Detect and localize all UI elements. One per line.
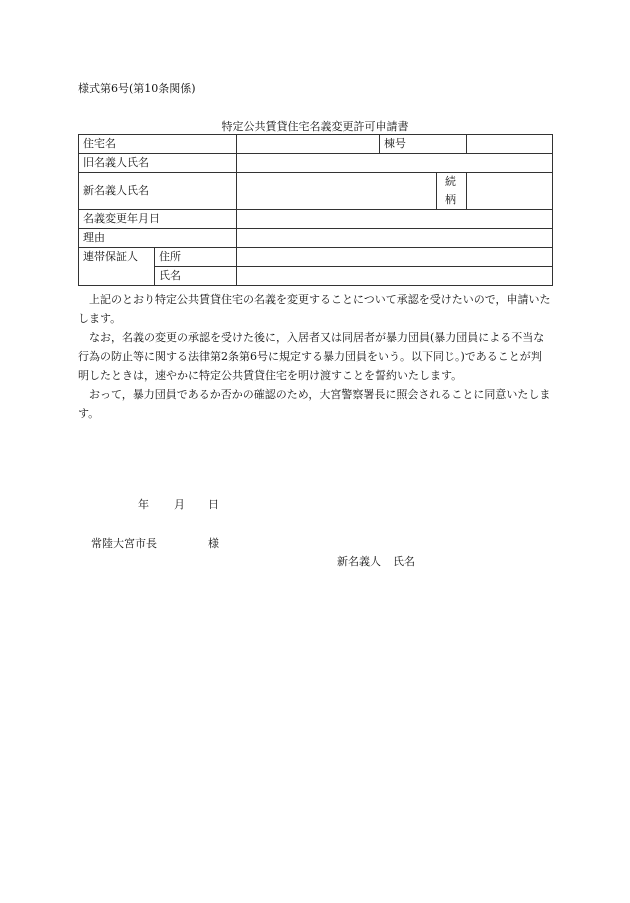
date-month: 月 <box>174 498 185 511</box>
addressee-honorific: 様 <box>208 537 219 550</box>
field-change-date[interactable] <box>237 210 553 229</box>
table-row <box>79 248 553 267</box>
field-address[interactable] <box>237 248 553 267</box>
field-building-no[interactable] <box>467 135 553 154</box>
label-address: 住所 <box>155 248 237 267</box>
label-building-no: 棟号 <box>380 135 467 154</box>
field-new-name[interactable] <box>237 173 437 210</box>
label-reason: 理由 <box>79 229 237 248</box>
table-row <box>79 229 553 248</box>
form-number: 様式第6号(第10条関係) <box>78 82 196 95</box>
table-row <box>79 173 553 210</box>
field-relationship[interactable] <box>467 173 553 210</box>
label-change-date: 名義変更年月日 <box>79 210 237 229</box>
body-text <box>78 290 552 423</box>
applicant-label: 新名義人 <box>337 555 381 568</box>
label-guarantor: 連帯保証人 <box>79 248 155 286</box>
label-new-name: 新名義人氏名 <box>79 173 237 210</box>
application-table <box>78 134 553 286</box>
table-row <box>79 154 553 173</box>
addressee-mayor: 常陸大宮市長 <box>91 537 157 550</box>
field-reason[interactable] <box>237 229 553 248</box>
paragraph-consent: おって，暴力団員であるか否かの確認のため，大宮警察署長に照会されることに同意いたします。 <box>78 388 551 420</box>
field-guarantor-name[interactable] <box>237 267 553 286</box>
table-row <box>79 210 553 229</box>
field-old-name[interactable] <box>237 154 553 173</box>
label-house-name: 住宅名 <box>79 135 237 154</box>
field-house-name[interactable] <box>237 135 380 154</box>
label-old-name: 旧名義人氏名 <box>79 154 237 173</box>
label-relationship: 続柄 <box>437 173 467 210</box>
table-row <box>79 135 553 154</box>
label-name: 氏名 <box>155 267 237 286</box>
applicant-name-label: 氏名 <box>393 555 415 568</box>
paragraph-pledge: なお，名義の変更の承認を受けた後に，入居者又は同居者が暴力団員(暴力団員による不当な行為の防止等に関する法律第2条第6号に規定する暴力団員をいう。以下同じ。)であることが判明したときは，速やかに特定公共賃貸住宅を明け渡すことを誓約いたします。 <box>78 331 545 382</box>
date-year: 年 <box>138 498 149 511</box>
date-day: 日 <box>208 498 219 511</box>
paragraph-request: 上記のとおり特定公共賃貸住宅の名義を変更することについて承認を受けたいので，申請いたします。 <box>78 293 551 325</box>
document-title: 特定公共賃貸住宅名義変更許可申請書 <box>221 120 409 133</box>
